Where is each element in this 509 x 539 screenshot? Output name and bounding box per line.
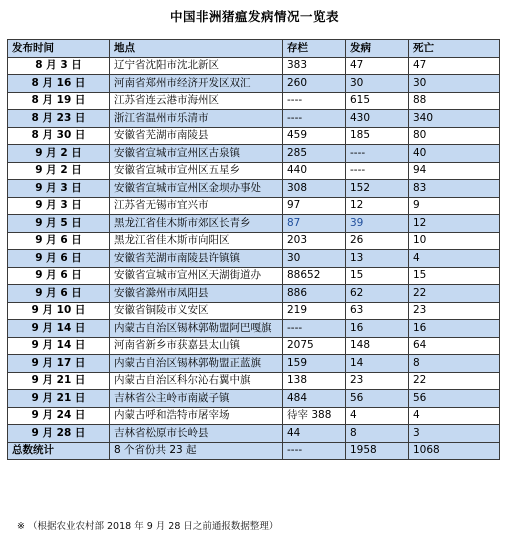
cell-place: 内蒙古自治区锡林郭勒盟正蓝旗: [110, 355, 283, 373]
cell-date: 9 月 6 日: [8, 285, 110, 303]
cell-deaths: 10: [409, 232, 500, 250]
cell-place: 安徽省铜陵市义安区: [110, 302, 283, 320]
cell-cases: 12: [346, 197, 409, 215]
cell-deaths: 23: [409, 302, 500, 320]
cell-place: 河南省新乡市获嘉县太山镇: [110, 337, 283, 355]
cell-place: 内蒙古呼和浩特市屠宰场: [110, 407, 283, 425]
cell-date: 9 月 3 日: [8, 197, 110, 215]
cell-place: 内蒙古自治区锡林郭勒盟阿巴嘎旗: [110, 320, 283, 338]
page-title: 中国非洲猪瘟发病情况一览表: [169, 9, 339, 24]
cell-place: 江苏省连云港市海州区: [110, 92, 283, 110]
cell-cases: 152: [346, 180, 409, 198]
cell-stock: 260: [283, 75, 346, 93]
total-row: [8, 442, 500, 460]
cell-stock: 2075: [283, 337, 346, 355]
table-row: [8, 267, 500, 285]
cell-date: 9 月 17 日: [8, 355, 110, 373]
cell-date: 8 月 23 日: [8, 110, 110, 128]
cell-deaths: 88: [409, 92, 500, 110]
cell-stock: 88652: [283, 267, 346, 285]
cell-date: 9 月 14 日: [8, 320, 110, 338]
cell-stock: 97: [283, 197, 346, 215]
table-row: [8, 57, 500, 75]
cell-place: 黑龙江省佳木斯市郊区长青乡: [110, 215, 283, 233]
cell-place: 安徽省芜湖市南陵县许镇镇: [110, 250, 283, 268]
cell-deaths: 30: [409, 75, 500, 93]
cell-cases: 4: [346, 407, 409, 425]
cell-stock: 203: [283, 232, 346, 250]
cell-deaths: 80: [409, 127, 500, 145]
cell-stock: ----: [283, 320, 346, 338]
cell-place: 安徽省宣城市宣州区金坝办事处: [110, 180, 283, 198]
cell-cases: 26: [346, 232, 409, 250]
cell-stock: 308: [283, 180, 346, 198]
cell-cases: ----: [346, 162, 409, 180]
table-row: [8, 110, 500, 128]
cell-cases: 39: [346, 215, 409, 233]
cell-date: 9 月 14 日: [8, 337, 110, 355]
cell-cases: 23: [346, 372, 409, 390]
header-stock: 存栏: [283, 40, 346, 58]
table-row: [8, 337, 500, 355]
table-row: [8, 92, 500, 110]
cell-cases: 430: [346, 110, 409, 128]
table-body: [8, 57, 500, 442]
cell-cases: 615: [346, 92, 409, 110]
cell-date: 9 月 6 日: [8, 267, 110, 285]
cell-deaths: 4: [409, 407, 500, 425]
cell-stock: 886: [283, 285, 346, 303]
cell-deaths: 3: [409, 425, 500, 443]
cell-deaths: 22: [409, 372, 500, 390]
table-row: [8, 162, 500, 180]
cell-place: 黑龙江省佳木斯市向阳区: [110, 232, 283, 250]
cell-deaths: 40: [409, 145, 500, 163]
cell-place: 吉林省松原市长岭县: [110, 425, 283, 443]
table-row: [8, 320, 500, 338]
cell-date: 9 月 2 日: [8, 162, 110, 180]
cell-date: 9 月 3 日: [8, 180, 110, 198]
cell-cases: 185: [346, 127, 409, 145]
cell-stock: 44: [283, 425, 346, 443]
cell-cases: 30: [346, 75, 409, 93]
cell-stock: ----: [283, 92, 346, 110]
cell-place: 安徽省滁州市凤阳县: [110, 285, 283, 303]
table-row: [8, 250, 500, 268]
total-cases: 1958: [346, 442, 409, 460]
cell-date: 9 月 21 日: [8, 390, 110, 408]
cell-place: 江苏省无锡市宜兴市: [110, 197, 283, 215]
cell-place: 辽宁省沈阳市沈北新区: [110, 57, 283, 75]
cell-date: 9 月 10 日: [8, 302, 110, 320]
cell-date: 9 月 2 日: [8, 145, 110, 163]
cell-deaths: 83: [409, 180, 500, 198]
cell-place: 浙江省温州市乐清市: [110, 110, 283, 128]
cell-cases: 148: [346, 337, 409, 355]
table-row: [8, 355, 500, 373]
table-row: [8, 215, 500, 233]
cell-cases: 16: [346, 320, 409, 338]
cell-deaths: 8: [409, 355, 500, 373]
cell-deaths: 9: [409, 197, 500, 215]
table-row: [8, 180, 500, 198]
cell-stock: 383: [283, 57, 346, 75]
header-place: 地点: [110, 40, 283, 58]
total-stock: ----: [283, 442, 346, 460]
table-row: [8, 407, 500, 425]
cell-date: 8 月 3 日: [8, 57, 110, 75]
cell-deaths: 15: [409, 267, 500, 285]
table-row: [8, 145, 500, 163]
cell-deaths: 47: [409, 57, 500, 75]
cell-stock: 459: [283, 127, 346, 145]
table-row: [8, 75, 500, 93]
cell-date: 9 月 5 日: [8, 215, 110, 233]
cell-deaths: 340: [409, 110, 500, 128]
table-row: [8, 302, 500, 320]
cell-stock: 待宰 388: [283, 407, 346, 425]
cell-stock: ----: [283, 110, 346, 128]
header-date: 发布时间: [8, 40, 110, 58]
table-row: [8, 197, 500, 215]
table-row: [8, 127, 500, 145]
cell-stock: 285: [283, 145, 346, 163]
cell-deaths: 22: [409, 285, 500, 303]
footnote: ※ （根据农业农村部 2018 年 9 月 28 日之前通报数据整理）: [17, 521, 279, 532]
cell-stock: 219: [283, 302, 346, 320]
cell-deaths: 16: [409, 320, 500, 338]
table-row: [8, 390, 500, 408]
cell-stock: 440: [283, 162, 346, 180]
cell-cases: 14: [346, 355, 409, 373]
cell-cases: 62: [346, 285, 409, 303]
cell-deaths: 4: [409, 250, 500, 268]
header-row: [8, 40, 500, 58]
cell-date: 9 月 21 日: [8, 372, 110, 390]
cell-deaths: 12: [409, 215, 500, 233]
table-row: [8, 285, 500, 303]
cell-deaths: 64: [409, 337, 500, 355]
table-row: [8, 425, 500, 443]
cell-place: 河南省郑州市经济开发区双汇: [110, 75, 283, 93]
cell-cases: 63: [346, 302, 409, 320]
cell-stock: 159: [283, 355, 346, 373]
cell-cases: 13: [346, 250, 409, 268]
cell-date: 8 月 30 日: [8, 127, 110, 145]
cell-stock: 87: [283, 215, 346, 233]
cell-cases: 56: [346, 390, 409, 408]
cell-cases: 47: [346, 57, 409, 75]
cell-place: 吉林省公主岭市南崴子镇: [110, 390, 283, 408]
table-row: [8, 372, 500, 390]
total-place: 8 个省份共 23 起: [110, 442, 283, 460]
cell-date: 9 月 28 日: [8, 425, 110, 443]
outbreak-table: [7, 39, 500, 460]
table-row: [8, 232, 500, 250]
cell-place: 安徽省宣城市宣州区五星乡: [110, 162, 283, 180]
total-deaths: 1068: [409, 442, 500, 460]
cell-date: 9 月 24 日: [8, 407, 110, 425]
cell-place: 安徽省宣城市宣州区天湖街道办: [110, 267, 283, 285]
header-deaths: 死亡: [409, 40, 500, 58]
cell-place: 内蒙古自治区科尔沁右翼中旗: [110, 372, 283, 390]
header-cases: 发病: [346, 40, 409, 58]
cell-stock: 484: [283, 390, 346, 408]
cell-place: 安徽省芜湖市南陵县: [110, 127, 283, 145]
cell-cases: ----: [346, 145, 409, 163]
cell-date: 9 月 6 日: [8, 250, 110, 268]
cell-date: 9 月 6 日: [8, 232, 110, 250]
cell-date: 8 月 19 日: [8, 92, 110, 110]
cell-deaths: 56: [409, 390, 500, 408]
cell-stock: 138: [283, 372, 346, 390]
cell-cases: 15: [346, 267, 409, 285]
cell-deaths: 94: [409, 162, 500, 180]
cell-cases: 8: [346, 425, 409, 443]
cell-stock: 30: [283, 250, 346, 268]
cell-date: 8 月 16 日: [8, 75, 110, 93]
cell-place: 安徽省宣城市宣州区古泉镇: [110, 145, 283, 163]
total-label: 总数统计: [8, 442, 110, 460]
